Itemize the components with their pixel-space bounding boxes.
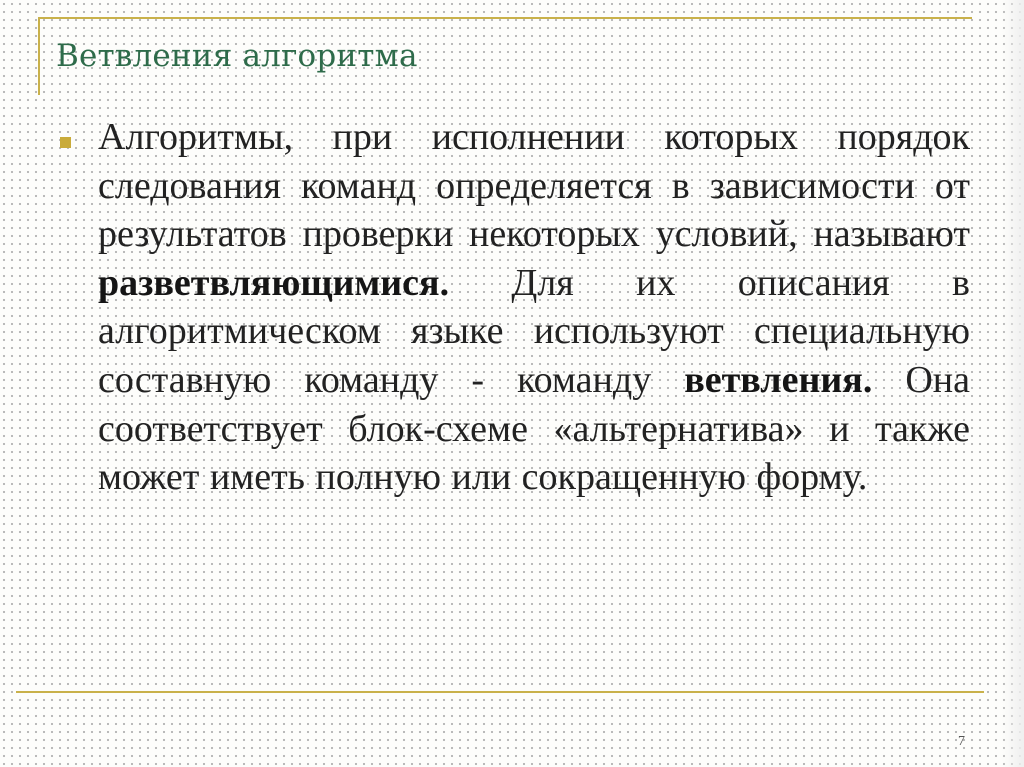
paragraph-text-part1: Алгоритмы, при исполнении которых порядок следования команд определяется в зависимости от результатов проверки некоторых условий, называют <box>98 116 970 256</box>
square-bullet-icon <box>60 137 71 148</box>
paragraph-text-part3: Она соответствует блок-схеме «альтернатива» и также может иметь полную или сокращенную форму. <box>98 358 970 499</box>
paragraph-text-part2: Для их описания в алгоритмическом языке используют специальную составную команду - команду <box>98 261 970 401</box>
term-branching-algorithms: разветвляющимися. <box>98 261 450 304</box>
bottom-border-line <box>16 691 984 693</box>
slide-paragraph <box>98 113 970 502</box>
term-branching-command: ветвления. <box>684 358 873 401</box>
right-edge-shadow <box>1002 0 1024 767</box>
slide-title: Ветвления алгоритма <box>56 38 418 74</box>
top-border-line <box>38 17 972 19</box>
page-number: 7 <box>958 734 965 749</box>
left-border-line <box>38 17 40 95</box>
